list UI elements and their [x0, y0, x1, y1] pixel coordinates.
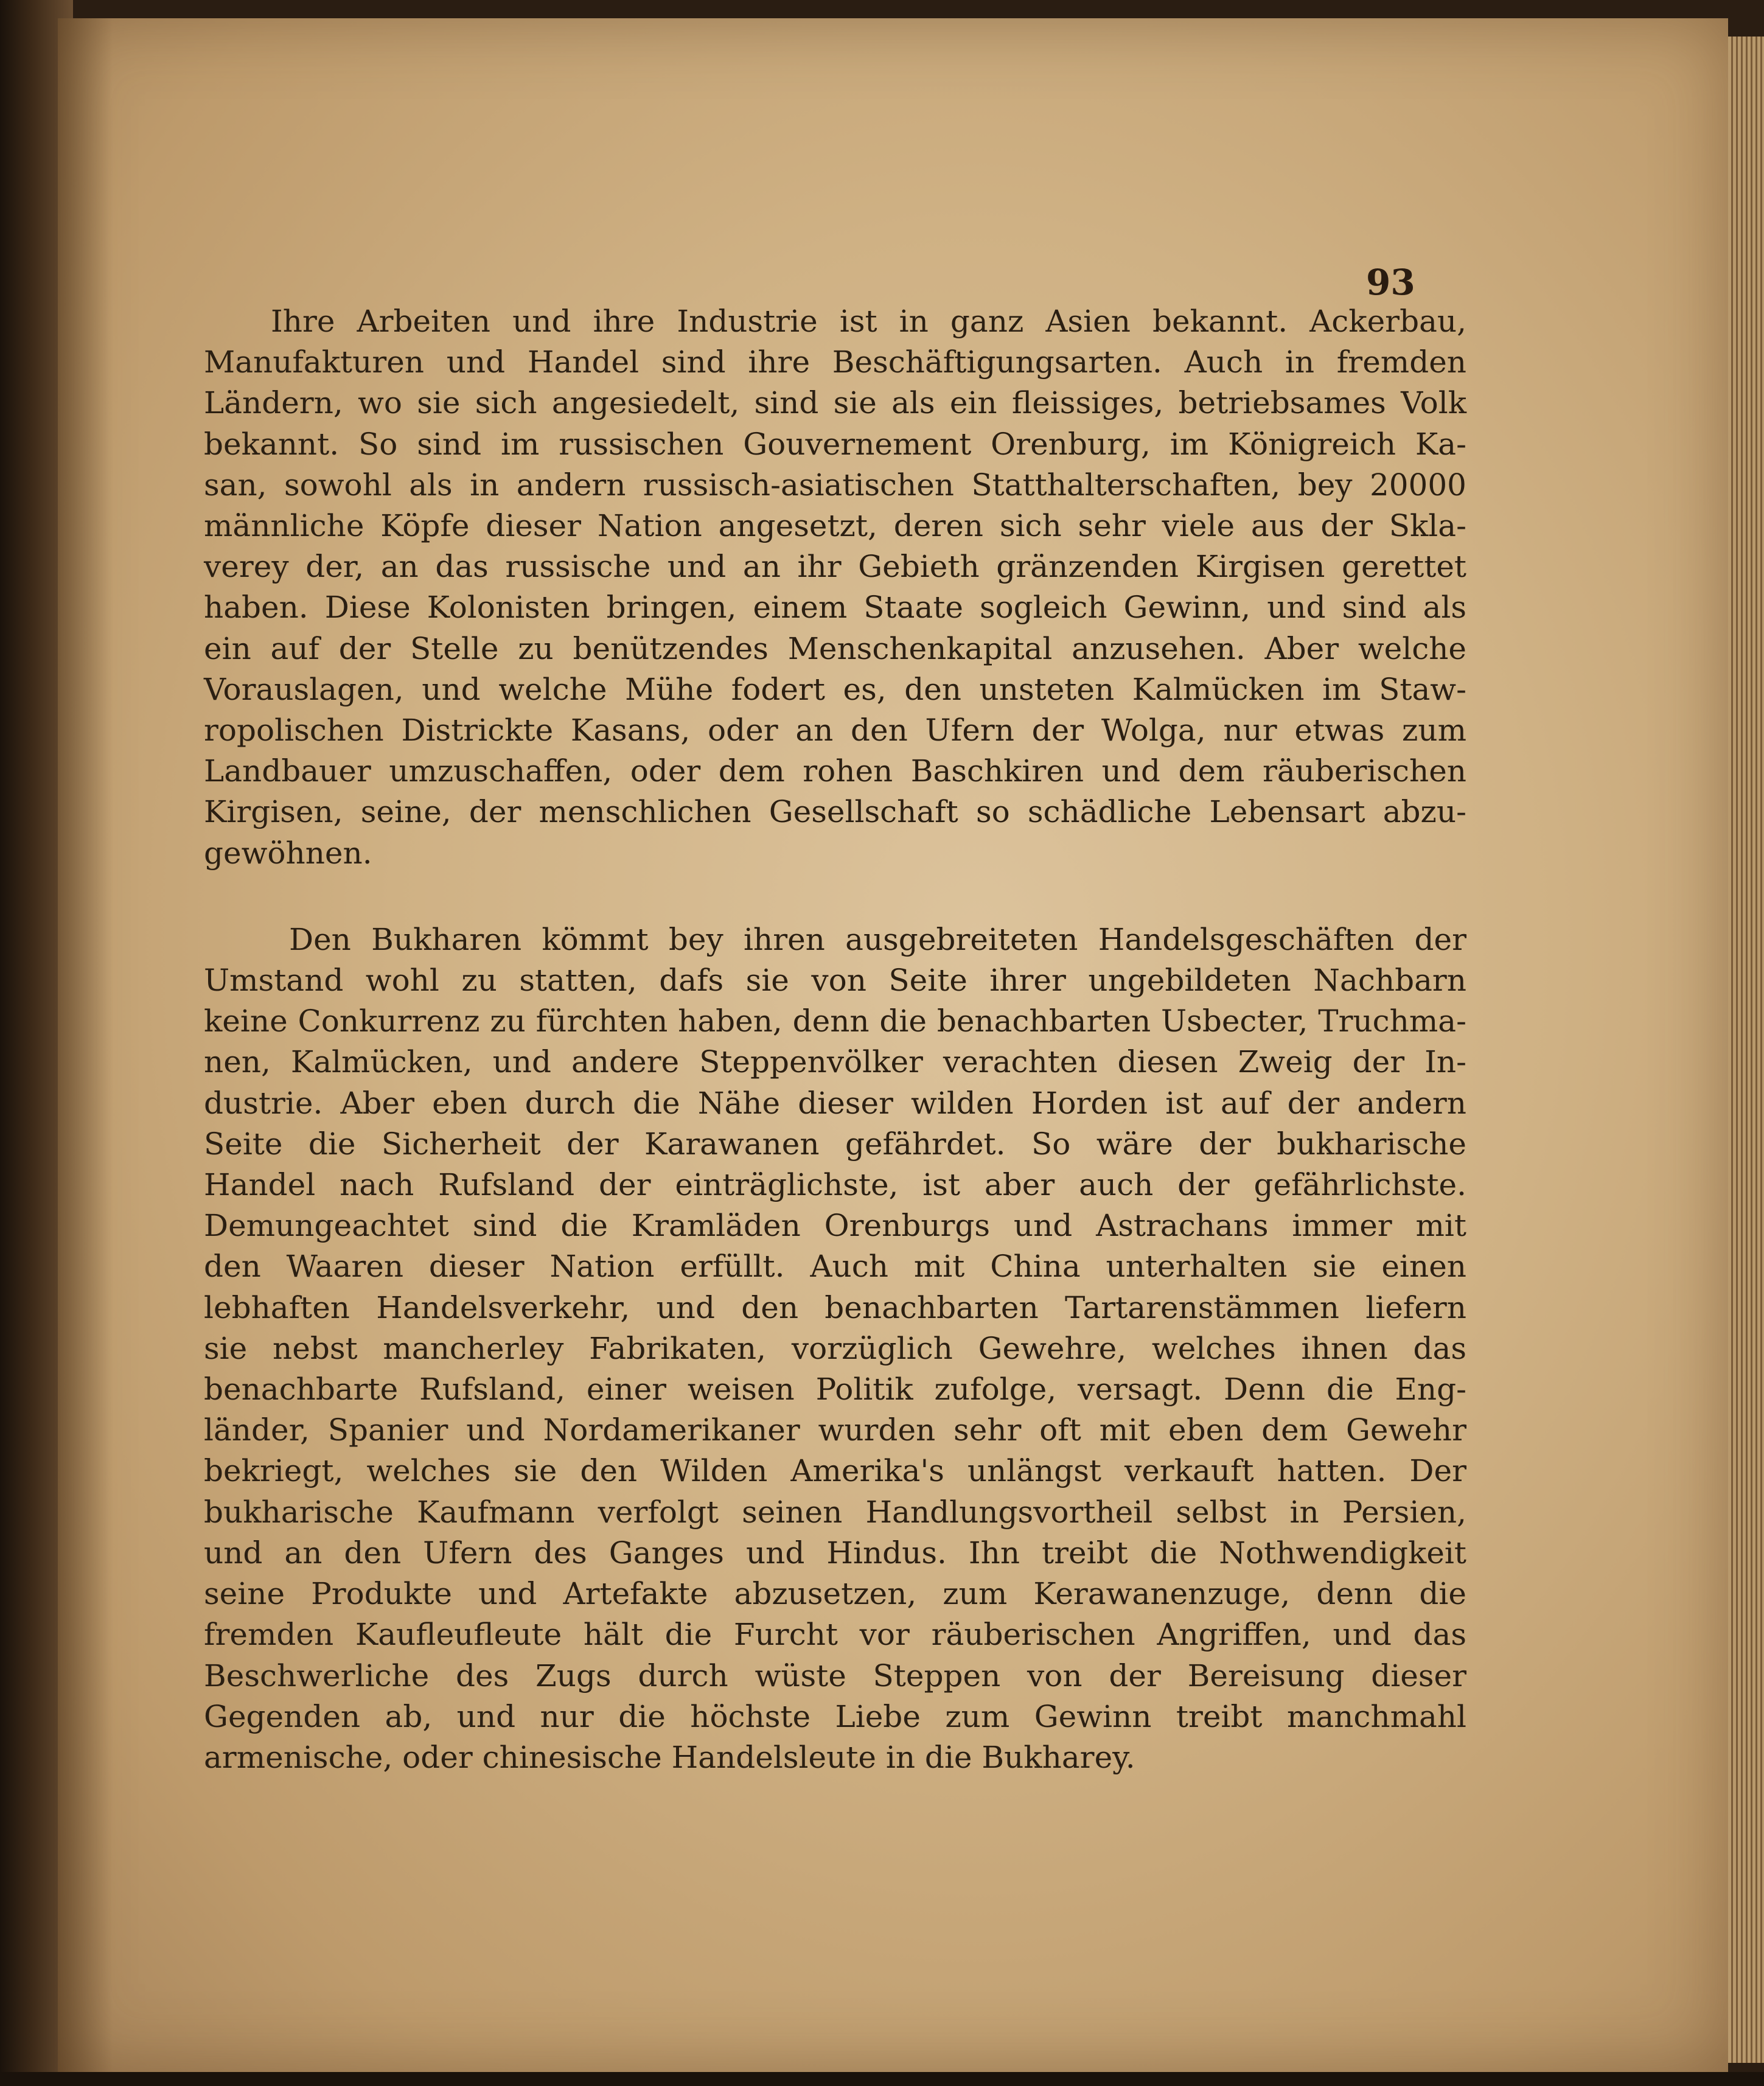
text-line: keine Conkurrenz zu fürchten haben, denn die benachbarten Usbecter, Truchma- — [204, 1003, 1466, 1039]
text-line: Gegenden ab, und nur die höchste Liebe zum Gewinn treibt manchmahl — [204, 1698, 1466, 1734]
text-line: bukharische Kaufmann verfolgt seinen Handlungsvortheil selbst in Persien, — [204, 1494, 1466, 1530]
text-line: bekriegt, welches sie den Wilden Amerika's unlängst verkauft hatten. Der — [204, 1453, 1466, 1489]
text-line: armenische, oder chinesische Handelsleute in die Bukharey. — [204, 1739, 1135, 1775]
text-line: Seite die Sicherheit der Karawanen gefährdet. So wäre der bukharische — [204, 1126, 1466, 1162]
paragraph-1 — [204, 301, 1466, 874]
bottom-background — [0, 2072, 1764, 2086]
page-number: 93 — [1366, 262, 1415, 303]
text-line: Kirgisen, seine, der menschlichen Gesellschaft so schädliche Lebensart abzu- — [204, 794, 1466, 830]
body-text — [204, 301, 1466, 1778]
text-line: Vorauslagen, und welche Mühe fodert es, den unsteten Kalmücken im Staw- — [204, 671, 1466, 707]
text-line: Manufakturen und Handel sind ihre Beschäftigungsarten. Auch in fremden — [204, 344, 1466, 380]
text-line: Ihre Arbeiten und ihre Industrie ist in ganz Asien bekannt. Ackerbau, — [271, 304, 1466, 339]
text-line: seine Produkte und Artefakte abzusetzen, zum Kerawanenzuge, denn die — [204, 1576, 1466, 1612]
text-line: Ländern, wo sie sich angesiedelt, sind sie als ein fleissiges, betriebsames Volk — [204, 385, 1466, 421]
text-line: länder, Spanier und Nordamerikaner wurden sehr oft mit eben dem Gewehr — [204, 1412, 1466, 1448]
text-line: san, sowohl als in andern russisch-asiatischen Statthalterschaften, bey 20000 — [204, 467, 1466, 503]
text-line: männliche Köpfe dieser Nation angesetzt, deren sich sehr viele aus der Skla- — [204, 508, 1466, 544]
text-line: gewöhnen. — [204, 835, 372, 871]
text-line: Den Bukharen kömmt bey ihren ausgebreiteten Handelsgeschäften der — [289, 921, 1466, 957]
text-line: fremden Kaufleufleute hält die Furcht vor räuberischen Angriffen, und das — [204, 1617, 1466, 1653]
text-line: nen, Kalmücken, und andere Steppenvölker verachten diesen Zweig der In- — [204, 1044, 1466, 1080]
text-line: ein auf der Stelle zu benützendes Menschenkapital anzusehen. Aber welche — [204, 630, 1466, 666]
text-line: Demungeachtet sind die Kramläden Orenburgs und Astrachans immer mit — [204, 1208, 1466, 1244]
text-line: haben. Diese Kolonisten bringen, einem Staate sogleich Gewinn, und sind als — [204, 590, 1466, 626]
text-line: Handel nach Rufsland der einträglichste, ist aber auch der gefährlichste. — [204, 1167, 1466, 1203]
text-line: Beschwerliche des Zugs durch wüste Steppen von der Bereisung dieser — [204, 1658, 1466, 1694]
text-line: und an den Ufern des Ganges und Hindus. Ihn treibt die Nothwendigkeit — [204, 1535, 1466, 1571]
text-line: dustrie. Aber eben durch die Nähe dieser wilden Horden ist auf der andern — [204, 1085, 1466, 1121]
page-gutter-shadow — [58, 18, 113, 2072]
text-line: verey der, an das russische und an ihr Gebieth gränzenden Kirgisen gerettet — [204, 549, 1466, 585]
text-line: Landbauer umzuschaffen, oder dem rohen Baschkiren und dem räuberischen — [204, 753, 1466, 789]
text-line: bekannt. So sind im russischen Gouvernement Orenburg, im Königreich Ka- — [204, 426, 1466, 462]
page-edges — [1728, 37, 1764, 2063]
text-line: benachbarte Rufsland, einer weisen Politik zufolge, versagt. Denn die Eng- — [204, 1372, 1466, 1408]
text-line: sie nebst mancherley Fabrikaten, vorzüglich Gewehre, welches ihnen das — [204, 1330, 1466, 1366]
text-line: lebhaften Handelsverkehr, und den benachbarten Tartarenstämmen liefern — [204, 1289, 1466, 1325]
paragraph-2 — [204, 919, 1466, 1778]
text-line: ropolischen Districkte Kasans, oder an den Ufern der Wolga, nur etwas zum — [204, 713, 1466, 748]
text-line: Umstand wohl zu statten, dafs sie von Seite ihrer ungebildeten Nachbarn — [204, 963, 1466, 999]
text-line: den Waaren dieser Nation erfüllt. Auch mit China unterhalten sie einen — [204, 1249, 1466, 1285]
